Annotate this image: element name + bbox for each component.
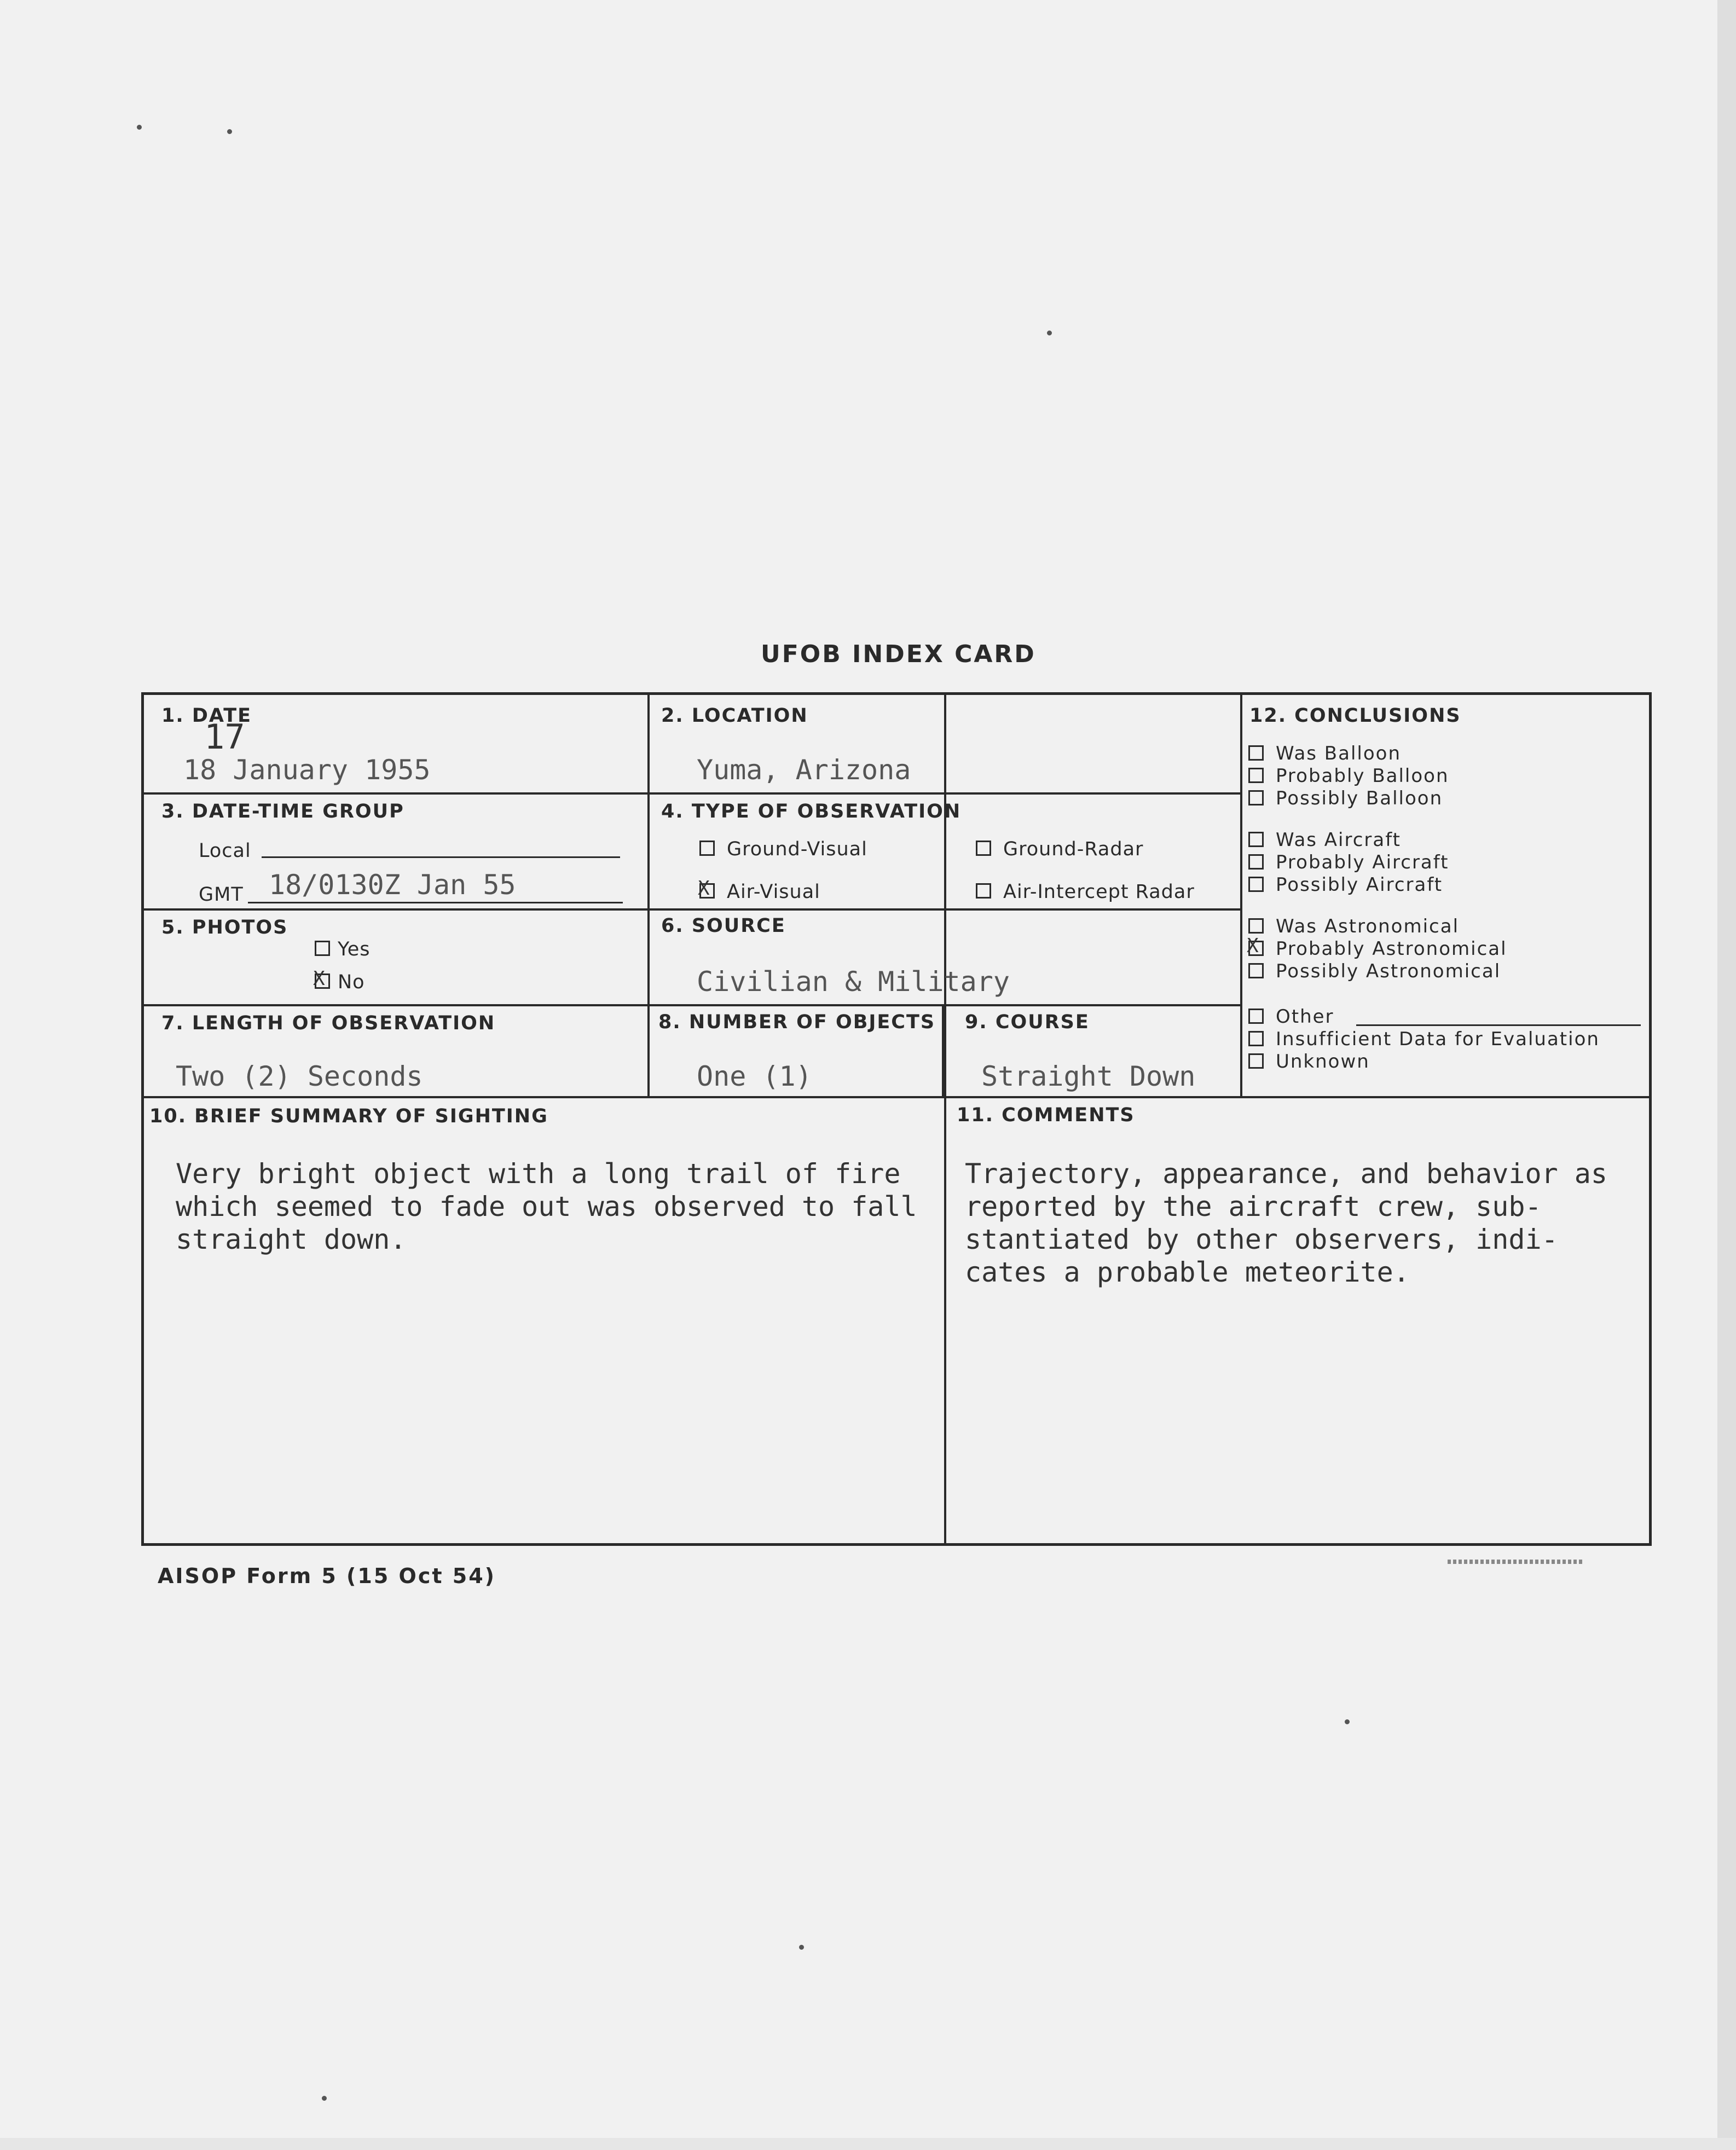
checkbox-icon[interactable]	[1248, 832, 1264, 847]
printer-mark	[1448, 1560, 1584, 1564]
conclusions-label: 12. CONCLUSIONS	[1249, 705, 1461, 727]
checkbox-icon[interactable]	[315, 941, 330, 956]
option-air-visual[interactable]: XAir-Visual	[699, 881, 820, 903]
objects-label: 8. NUMBER OF OBJECTS	[658, 1011, 936, 1033]
length-label: 7. LENGTH OF OBSERVATION	[161, 1012, 496, 1034]
dust-speck	[1345, 1719, 1350, 1724]
length-value: Two (2) Seconds	[176, 1060, 423, 1092]
checkbox-icon[interactable]	[699, 841, 715, 856]
conclusion-item[interactable]: Possibly Astronomical	[1248, 960, 1653, 983]
dust-speck	[799, 1945, 804, 1950]
course-value: Straight Down	[981, 1060, 1196, 1092]
comments-text	[965, 1157, 1607, 1289]
divider	[944, 695, 946, 1097]
comments-line: reported by the aircraft crew, sub-	[965, 1191, 1542, 1222]
summary-line: straight down.	[176, 1224, 407, 1255]
dust-speck	[137, 125, 142, 130]
conclusion-item[interactable]: Other	[1248, 1006, 1653, 1028]
checkbox-icon[interactable]	[1248, 854, 1264, 870]
type-label: 4. TYPE OF OBSERVATION	[661, 801, 962, 822]
conclusion-item[interactable]: Possibly Balloon	[1248, 787, 1653, 810]
conclusion-item[interactable]: Possibly Aircraft	[1248, 874, 1653, 896]
conclusions-group-astronomical	[1248, 915, 1653, 983]
conclusion-item[interactable]: Was Aircraft	[1248, 829, 1653, 851]
divider	[144, 908, 1240, 911]
checkbox-icon[interactable]	[1248, 1009, 1264, 1024]
dust-speck	[322, 2096, 327, 2101]
checkbox-icon[interactable]	[1248, 918, 1264, 934]
option-ground-visual[interactable]: Ground-Visual	[699, 838, 867, 860]
checkbox-icon[interactable]	[1248, 1053, 1264, 1069]
comments-line: cates a probable meteorite.	[965, 1256, 1410, 1288]
other-field-line	[1356, 1024, 1641, 1026]
conclusion-item[interactable]: Probably Balloon	[1248, 765, 1653, 787]
scan-edge-right	[1717, 0, 1736, 2150]
local-field-line	[262, 856, 620, 858]
summary-text	[176, 1157, 917, 1256]
checkbox-icon[interactable]	[1248, 790, 1264, 805]
comments-line: stantiated by other observers, indi-	[965, 1224, 1558, 1255]
divider	[1240, 695, 1242, 1097]
checkbox-icon[interactable]	[976, 841, 991, 856]
option-air-intercept-radar[interactable]: Air-Intercept Radar	[976, 881, 1195, 903]
checked-checkbox-icon[interactable]	[1248, 941, 1264, 956]
conclusions-group-other	[1248, 1006, 1653, 1073]
summary-line: Very bright object with a long trail of fire	[176, 1158, 901, 1190]
gmt-field-line	[248, 902, 623, 903]
date-value: 18 January 1955	[183, 754, 431, 786]
course-label: 9. COURSE	[965, 1011, 1090, 1033]
conclusions-group-aircraft	[1248, 829, 1653, 896]
conclusion-item[interactable]: Was Balloon	[1248, 743, 1653, 765]
source-value: Civilian & Military	[697, 966, 1010, 998]
gmt-label: GMT	[199, 884, 244, 906]
checkbox-icon[interactable]	[1248, 768, 1264, 783]
comments-label: 11. COMMENTS	[957, 1104, 1135, 1126]
conclusion-item[interactable]: Was Astronomical	[1248, 915, 1653, 938]
form-footer: AISOP Form 5 (15 Oct 54)	[158, 1564, 496, 1588]
comments-line: Trajectory, appearance, and behavior as	[965, 1158, 1607, 1190]
checkbox-icon[interactable]	[976, 883, 991, 899]
card-title: UFOB INDEX CARD	[761, 640, 1036, 668]
checked-checkbox-icon[interactable]	[699, 883, 715, 899]
dust-speck	[1047, 331, 1052, 335]
divider	[944, 1097, 946, 1546]
dtg-label: 3. DATE-TIME GROUP	[161, 801, 404, 822]
photos-label: 5. PHOTOS	[161, 917, 288, 938]
checkbox-icon[interactable]	[1248, 877, 1264, 892]
divider	[144, 792, 1240, 795]
conclusion-item[interactable]: Insufficient Data for Evaluation	[1248, 1028, 1653, 1051]
checked-checkbox-icon[interactable]	[315, 973, 330, 989]
checkbox-icon[interactable]	[1248, 1031, 1264, 1046]
divider	[647, 695, 650, 1097]
date-label: 1. DATE	[161, 705, 252, 727]
dust-speck	[227, 129, 232, 134]
summary-label: 10. BRIEF SUMMARY OF SIGHTING	[149, 1105, 548, 1127]
checkbox-icon[interactable]	[1248, 963, 1264, 978]
option-photos-no[interactable]: XNo	[315, 971, 365, 993]
divider	[144, 1004, 1240, 1006]
summary-line: which seemed to fade out was observed to fall	[176, 1191, 917, 1222]
conclusion-item[interactable]: XProbably Astronomical	[1248, 938, 1653, 960]
conclusion-item[interactable]: Unknown	[1248, 1051, 1653, 1073]
conclusion-item[interactable]: Probably Aircraft	[1248, 851, 1653, 874]
local-label: Local	[199, 840, 251, 862]
scan-edge-bottom	[0, 2138, 1736, 2150]
divider	[942, 1004, 944, 1097]
date-correction: 17	[204, 717, 245, 757]
index-card	[141, 692, 1652, 1546]
divider	[144, 1096, 1652, 1098]
source-label: 6. SOURCE	[661, 915, 786, 937]
option-ground-radar[interactable]: Ground-Radar	[976, 838, 1143, 860]
checkbox-icon[interactable]	[1248, 745, 1264, 761]
conclusions-group-balloon	[1248, 743, 1653, 810]
option-photos-yes[interactable]: Yes	[315, 938, 371, 960]
objects-value: One (1)	[697, 1060, 812, 1092]
location-value: Yuma, Arizona	[697, 754, 911, 786]
gmt-value: 18/0130Z Jan 55	[269, 869, 516, 901]
location-label: 2. LOCATION	[661, 705, 808, 727]
